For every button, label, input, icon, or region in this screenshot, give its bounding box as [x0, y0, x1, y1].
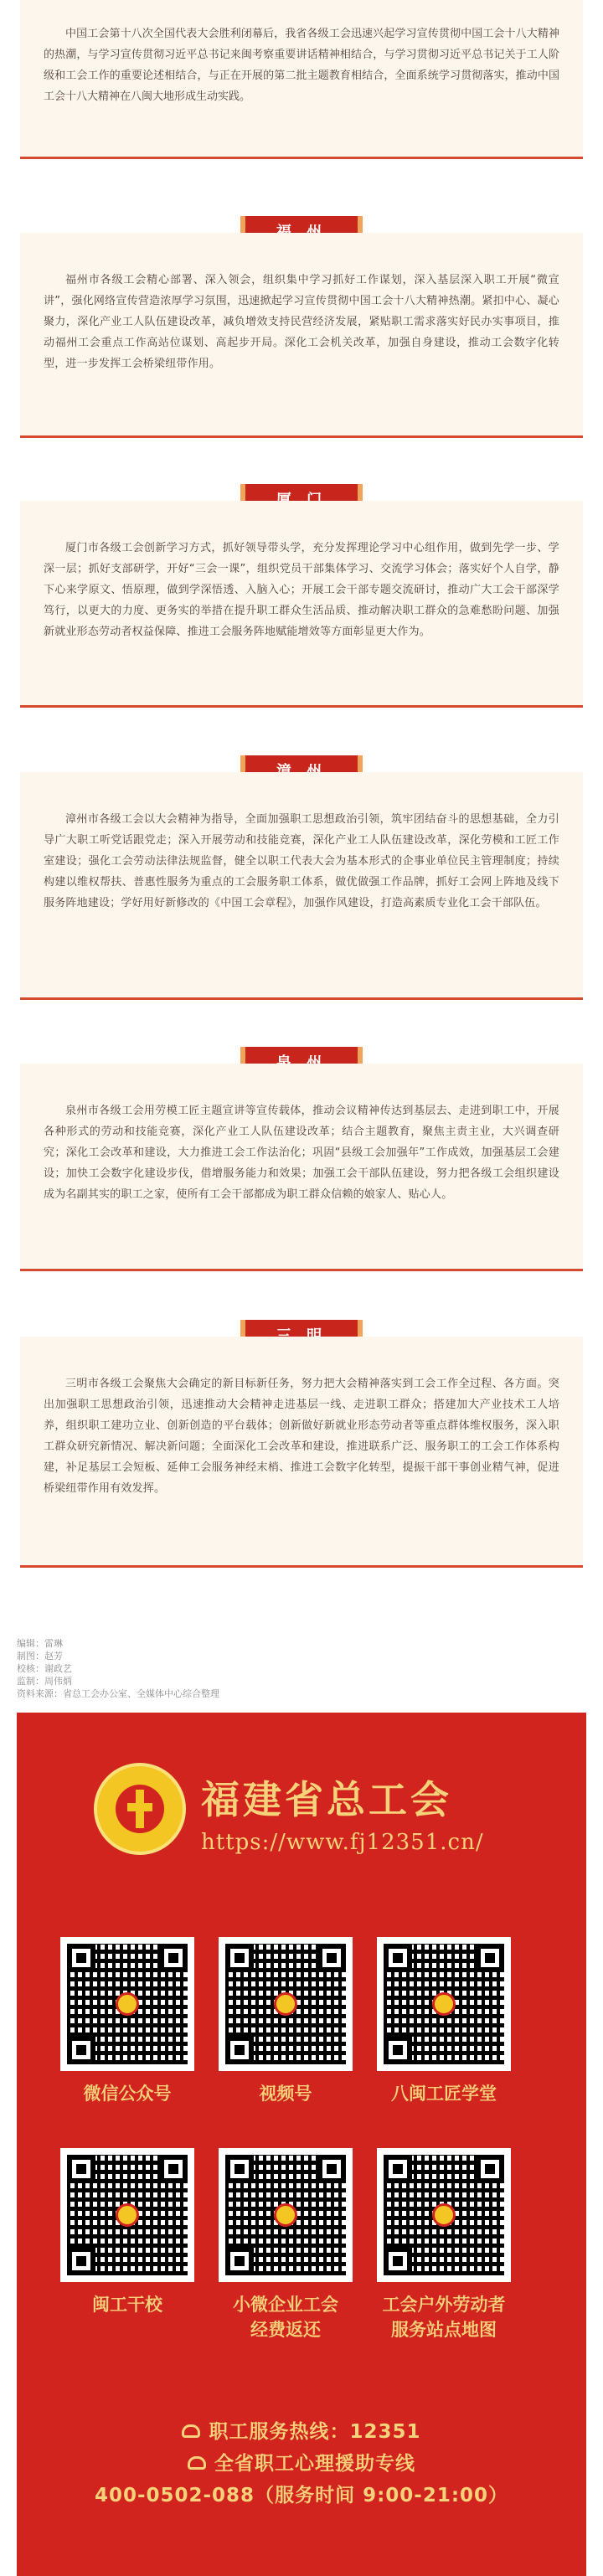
section-card-fuzhou	[20, 233, 583, 438]
qr-label-line2: 服务站点地图	[391, 2320, 497, 2340]
qr-code-cadre-school[interactable]	[60, 2148, 194, 2282]
hotline-service	[17, 2416, 586, 2444]
qr-label-line2: 经费返还	[250, 2320, 321, 2340]
phone-icon	[188, 2456, 206, 2470]
hotline-service-text: 职工服务热线：12351	[209, 2421, 421, 2443]
hotline-psych	[17, 2448, 586, 2476]
section-card-xiamen	[20, 501, 583, 708]
union-poster	[17, 1713, 586, 2576]
section-card-quanzhou	[20, 1064, 583, 1271]
union-logo-icon	[94, 1763, 186, 1855]
credits	[17, 1637, 219, 1700]
hotline-psych-text: 全省职工心理援助专线	[214, 2453, 415, 2475]
credit-source: 资料来源：省总工会办公室、全媒体中心综合整理	[17, 1688, 219, 1699]
qr-label: 八闽工匠学堂	[391, 2084, 497, 2104]
intro-card	[20, 0, 583, 159]
org-url[interactable]: https://www.fj12351.cn/	[201, 1830, 484, 1855]
hotline-number: 400-0502-088（服务时间 9:00-21:00）	[94, 2485, 509, 2506]
phone-icon	[182, 2424, 200, 2438]
qr-code-video[interactable]	[219, 1937, 353, 2071]
qr-label: 闽工干校	[92, 2295, 162, 2315]
section-text: 漳州市各级工会以大会精神为指导，全面加强职工思想政治引领，筑牢团结奋斗的思想基础，全力引导广大职工听党话跟党走；深入开展劳动和技能竞赛，深化产业工人队伍建设改革，深化劳模和工匠工作室建设；强化工会劳动法律法规监督，健全以职工代表大会为基本形式的企事业单位民主管理制度；持续构建以维权帮扶、普惠性服务为重点的工会服务职工体系，做优做强工作品牌，抓好工会网上阵地及线下服务阵地建设；学好用好新修改的《中国工会章程》，加强作风建设，打造高素质专业化工会干部队伍。	[44, 813, 559, 909]
qr-label: 视频号	[259, 2084, 312, 2104]
qr-code-station-map[interactable]	[377, 2148, 511, 2282]
section-text: 泉州市各级工会用劳模工匠主题宣讲等宣传载体，推动会议精神传达到基层去、走进到职工中，开展各种形式的劳动和技能竞赛，深化产业工人队伍建设改革；结合主题教育，聚焦主责主业，大兴调查研究；深化工会改革和建设，大力推进工会工作法治化；巩固“县级工会加强年”工作成效，加强基层工会建设；加快工会数字化建设步伐，借增服务能力和效果；加强工会干部队伍建设，努力把各级工会组织建设成为名副其实的职工之家，使所有工会干部都成为职工群众信赖的娘家人、贴心人。	[44, 1105, 559, 1201]
credit-producer: 制图：赵芳	[17, 1651, 63, 1662]
qr-label: 工会户外劳动者	[382, 2295, 506, 2315]
credit-editor: 编辑：雷琳	[17, 1638, 63, 1649]
credit-supervisor: 监制：周伟炳	[17, 1676, 72, 1687]
qr-label: 微信公众号	[83, 2084, 172, 2104]
qr-label: 小微企业工会	[233, 2295, 338, 2315]
section-text: 厦门市各级工会创新学习方式，抓好领导带头学，充分发挥理论学习中心组作用，做到先学一步、学深一层；抓好支部研学，开好“三会一课”，组织党员干部集体学习、交流学习体会；落实好个人自学，静下心来学原文、悟原理，做到学深悟透、入脑入心；开展工会干部专题交流研讨，推动广大工会干部深学笃行，以更大的力度、更务实的举措在提升职工群众生活品质、推动解决职工群众的急难愁盼问题、加强新就业形态劳动者权益保障、推进工会服务阵地赋能增效等方面彰显更大作为。	[44, 542, 559, 638]
credit-proofreader: 校核：谢政艺	[17, 1663, 72, 1674]
section-card-zhangzhou	[20, 772, 583, 1000]
qr-code-fund-refund[interactable]	[219, 2148, 353, 2282]
section-card-sanming	[20, 1337, 583, 1568]
intro-text: 中国工会第十八次全国代表大会胜利闭幕后，我省各级工会迅速兴起学习宣传贯彻中国工会十八大精神的热潮，与学习宣传贯彻习近平总书记来闽考察重要讲话精神相结合，与学习贯彻习近平总书记关于工人阶级和工会工作的重要论述相结合，与正在开展的第二批主题教育相结合，全面系统学习贯彻落实，推动中国工会十八大精神在八闽大地形成生动实践。	[44, 28, 559, 103]
org-name: 福建省总工会	[201, 1777, 452, 1822]
section-text: 三明市各级工会聚焦大会确定的新目标新任务，努力把大会精神落实到工会工作全过程、各方面。突出加强职工思想政治引领，迅速推动大会精神走进基层一线、走进职工群众；搭建加大产业技术工人培养，组织职工建功立业、创新创造的平台载体；创新做好新就业形态劳动者等重点群体维权服务，深入职工群众研究新情况、解决新问题；全面深化工会改革和建设，推进联系广泛、服务职工的工会工作体系构建，补足基层工会短板、延伸工会服务神经末梢、推进工会数字化转型，提振干部干事创业精气神，促进桥梁纽带作用有效发挥。	[44, 1378, 559, 1495]
section-text: 福州市各级工会精心部署、深入领会，组织集中学习抓好工作谋划，深入基层深入职工开展“微宣讲”，强化网络宣传营造浓厚学习氛围，迅速掀起学习宣传贯彻中国工会十八大精神热潮。紧扣中心、凝心聚力，深化产业工人队伍建设改革，减负增效支持民营经济发展，紧贴职工需求落实好民办实事项目，推动福州工会重点工作高站位谋划、高起步开局。深化工会机关改革，加强自身建设，推动工会数字化转型，进一步发挥工会桥梁纽带作用。	[44, 274, 559, 370]
qr-code-craftsman-school[interactable]	[377, 1937, 511, 2071]
qr-code-wechat[interactable]	[60, 1937, 194, 2071]
